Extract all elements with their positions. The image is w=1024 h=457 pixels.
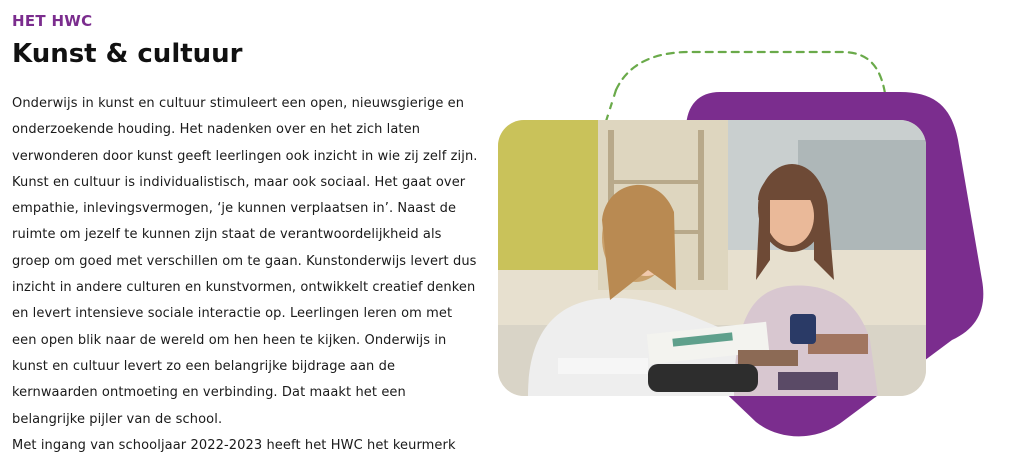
section-eyebrow: HET HWC [12,12,93,30]
body-text [12,91,478,457]
students-painting-photo [498,120,926,396]
photo-two-students-painting-icon [498,120,926,396]
decorated-photo [490,40,1010,450]
paragraph: Onderwijs in kunst en cultuur stimuleert een open, nieuwsgierige en onderzoekende houding. Het nadenken over en het zich laten verwonderen door kunst geeft leerlingen ook inzicht in wie zij zelf zijn. Kunst en cultuur is individualistisch, maar ook sociaal. Het gaat over empathie, inlevingsvermogen, ‘je kunnen verplaatsen in’. Naast de ruimte om jezelf te kunnen zijn staat de verantwoordelijkheid als groep om goed met verschillen om te gaan. Kunstonderwijs levert dus inzicht in andere culturen en kunstvormen, ontwikkelt creatief denken en levert intensieve sociale interactie op. Leerlingen leren om met een open blik naar de wereld om hen heen te kijken. Onderwijs in kunst en cultuur levert zo een belangrijke bijdrage aan de kernwaarden ontmoeting en verbinding. Dat maakt het een belangrijke pijler van de school. [12,96,478,427]
page-title: Kunst & cultuur [12,39,243,69]
paragraph: Met ingang van schooljaar 2022-2023 heeft het HWC het keurmerk [12,437,456,453]
